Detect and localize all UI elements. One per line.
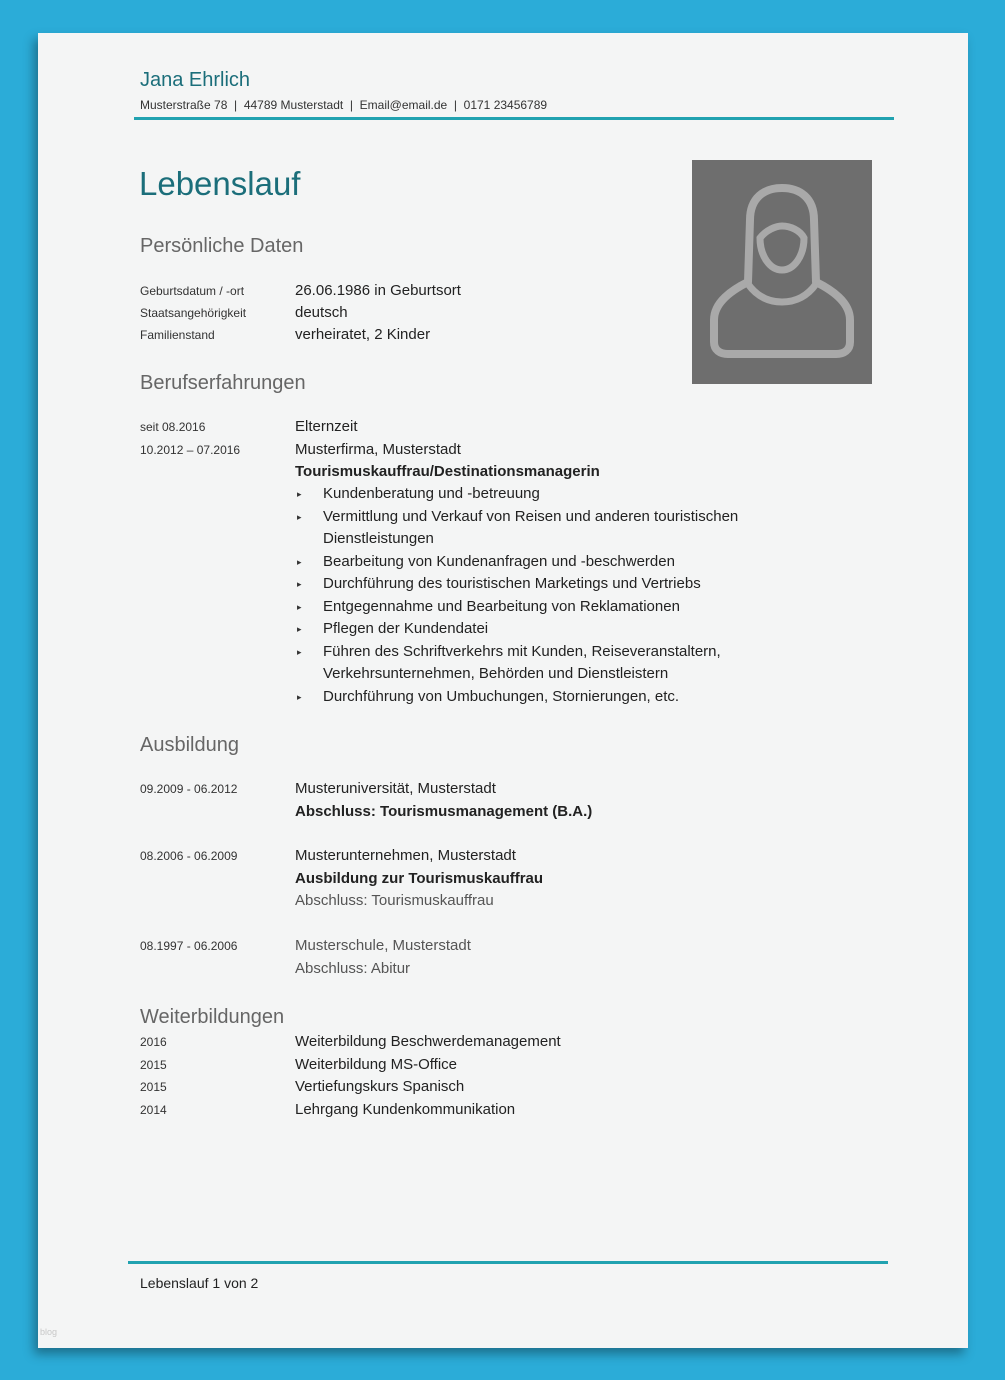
header-contact: Musterstraße 78 | 44789 Musterstadt | Email@email.de | 0171 23456789: [140, 98, 548, 112]
personal-value: deutsch: [295, 304, 348, 321]
person-placeholder-icon: [692, 160, 872, 384]
page-title: Lebenslauf: [139, 165, 301, 202]
training-title: Lehrgang Kundenkommunikation: [295, 1101, 516, 1118]
education-title: Musterschule, Musterstadt: [295, 937, 471, 954]
experience-title: Musterfirma, Musterstadt: [295, 441, 461, 458]
training-year: 2015: [140, 1058, 167, 1072]
header-divider: [134, 117, 894, 120]
section-heading-experience: Berufserfahrungen: [140, 372, 306, 394]
education-date: 08.2006 - 06.2009: [140, 849, 238, 863]
experience-role: Tourismuskauffrau/Destinationsmanagerin: [295, 463, 600, 480]
education-date: 09.2009 - 06.2012: [140, 782, 238, 796]
education-note: Abschluss: Abitur: [295, 960, 411, 977]
training-title: Weiterbildung MS-Office: [295, 1056, 458, 1073]
experience-date: seit 08.2016: [140, 420, 206, 434]
section-heading-education: Ausbildung: [140, 734, 239, 756]
bullet-arrow-icon: ▸: [297, 601, 302, 612]
experience-title: Elternzeit: [295, 418, 358, 435]
photo-placeholder: [692, 160, 872, 384]
watermark: blog: [40, 1327, 58, 1337]
list-item: ▸ Durchführung des touristischen Marketings und Vertriebs: [295, 573, 785, 596]
list-item: ▸ Vermittlung und Verkauf von Reisen und anderen touristischen Dienstleistungen: [297, 507, 739, 547]
bullet-arrow-icon: ▸: [297, 691, 302, 702]
footer-divider: [128, 1261, 888, 1264]
education-degree: Ausbildung zur Tourismuskauffrau: [295, 870, 544, 887]
training-title: Weiterbildung Beschwerdemanagement: [295, 1033, 561, 1050]
personal-label: Staatsangehörigkeit: [140, 306, 247, 320]
bullet-arrow-icon: ▸: [297, 646, 302, 657]
training-year: 2016: [140, 1035, 167, 1049]
bullet-arrow-icon: ▸: [297, 489, 302, 499]
education-degree: Abschluss: Tourismusmanagement (B.A.): [295, 803, 593, 820]
list-item: ▸ Durchführung von Umbuchungen, Stornierungen, etc.: [295, 686, 785, 709]
personal-label: Familienstand: [140, 328, 215, 342]
list-item: ▸ Kundenberatung und -betreuung: [295, 483, 785, 506]
cv-page: [38, 33, 968, 1348]
header-name: Jana Ehrlich: [140, 69, 251, 91]
personal-label: Geburtsdatum / -ort: [140, 284, 245, 298]
bullet-arrow-icon: ▸: [297, 624, 302, 634]
bullet-arrow-icon: ▸: [297, 511, 302, 522]
education-date: 08.1997 - 06.2006: [140, 939, 238, 953]
list-item: ▸ Bearbeitung von Kundenanfragen und -beschwerden: [295, 551, 785, 574]
training-year: 2015: [140, 1080, 167, 1094]
education-title: Musterunternehmen, Musterstadt: [295, 847, 516, 864]
training-title: Vertiefungskurs Spanisch: [295, 1078, 465, 1095]
training-year: 2014: [140, 1103, 167, 1117]
bullet-arrow-icon: ▸: [297, 579, 302, 589]
section-heading-personal: Persönliche Daten: [140, 235, 304, 257]
personal-value: 26.06.1986 in Geburtsort: [295, 282, 461, 299]
section-heading-training: Weiterbildungen: [140, 1006, 285, 1028]
responsibility-list: [295, 483, 785, 708]
list-item: ▸ Pflegen der Kundendatei: [295, 618, 785, 641]
education-note: Abschluss: Tourismuskauffrau: [295, 892, 494, 909]
list-item: ▸ Führen des Schriftverkehrs mit Kunden, Reiseveranstaltern, Verkehrsunternehmen, Behörden und Dienstleistern: [297, 642, 721, 682]
personal-value: verheiratet, 2 Kinder: [295, 326, 431, 343]
page-footer: Lebenslauf 1 von 2: [140, 1275, 259, 1291]
bullet-arrow-icon: ▸: [297, 556, 302, 567]
education-title: Musteruniversität, Musterstadt: [295, 780, 496, 797]
list-item: ▸ Entgegennahme und Bearbeitung von Reklamationen: [295, 596, 785, 619]
experience-date: 10.2012 – 07.2016: [140, 443, 241, 457]
